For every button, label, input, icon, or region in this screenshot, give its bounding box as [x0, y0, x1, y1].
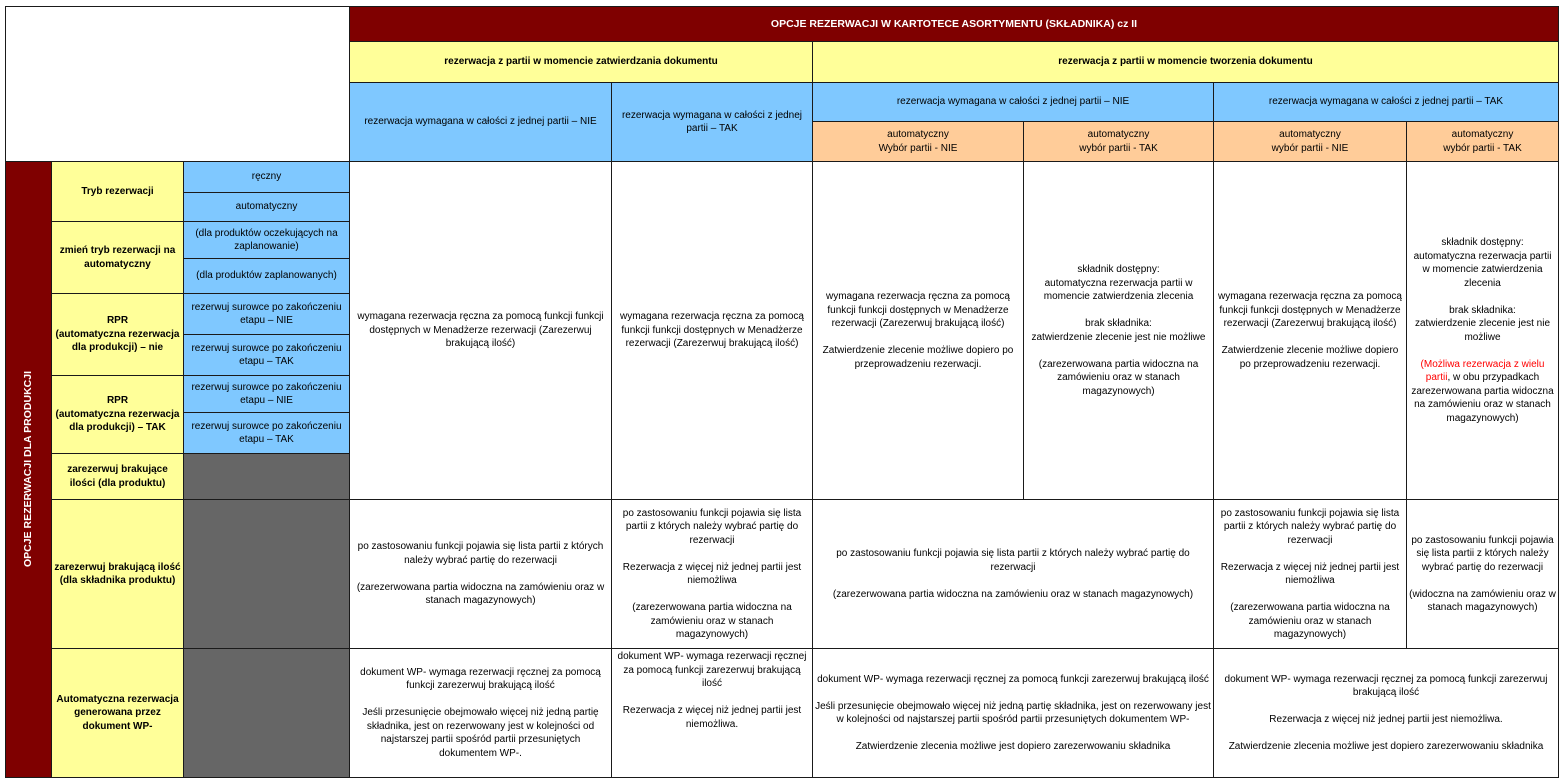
row-label-brak-skladnik: zarezerwuj brakującą ilość (dla składnika produktu) — [51, 499, 184, 649]
cell-r2-c34: po zastosowaniu funkcji pojawia się lista partii z których należy wybrać partię do rezerwacji (zarezerwowana partia widoczna na zamówieniu oraz w stanach magazynowych) — [812, 499, 1214, 649]
row-label-zmien: zmień tryb rezerwacji na automatyczny — [51, 221, 184, 294]
cell-r2-c2: po zastosowaniu funkcji pojawia się lista partii z których należy wybrać partię do rezerwacji Rezerwacja z więcej niż jednej partii jest niemożliwa (zarezerwowana partia widoczna na zamówieniu oraz w stanach magazynowych) — [611, 499, 813, 649]
cell-r1-c6: składnik dostępny: automatyczna rezerwacja partii w momencie zatwierdzenia zlecenia brak składnika: zatwierdzenie zlecenie jest nie możliwe (Możliwa rezerwacja z wielu partii, w obu przypadkach zarezerwowana partia widoczna na zamówieniu oraz w stanach magazynowych) — [1406, 161, 1559, 500]
cell-r1-c4: składnik dostępny: automatyczna rezerwacja partii w momencie zatwierdzenia zlecenia brak składnika: zatwierdzenie zlecenie jest nie możliwe (zarezerwowana partia widoczna na zamówieniu oraz w stanach magazynowych) — [1023, 161, 1214, 500]
option-surowce-nie-1: rezerwuj surowce po zakończeniu etapu – NIE — [183, 293, 350, 335]
col-header-auto-nie-1: automatyczny Wybór partii - NIE — [812, 121, 1024, 162]
cell-r2-c6: po zastosowaniu funkcji pojawia się lista partii z których należy wybrać partię do rezerwacji (widoczna na zamówieniu oraz w stanach magazynowych) — [1406, 499, 1559, 649]
cell-r1-c1: wymagana rezerwacja ręczna za pomocą funkcji funkcji dostępnych w Menadżerze rezerwacji (Zarezerwuj brakującą ilość) — [349, 161, 612, 500]
option-surowce-tak-1: rezerwuj surowce po zakończeniu etapu – TAK — [183, 334, 350, 376]
row-label-brak-produkt: zarezerwuj brakujące ilości (dla produktu) — [51, 453, 184, 500]
cell-r2-c1: po zastosowaniu funkcji pojawia się lista partii z których należy wybrać partię do rezerwacji (zarezerwowana partia widoczna na zamówieniu oraz w stanach magazynowych) — [349, 499, 612, 649]
option-surowce-nie-2: rezerwuj surowce po zakończeniu etapu – NIE — [183, 375, 350, 413]
cell-r3-c2: dokument WP- wymaga rezerwacji ręcznej za pomocą funkcji zarezerwuj brakującą ilość Rezerwacja z więcej niż jednej partii jest niemożliwa. — [611, 648, 813, 778]
cell-r2-c5: po zastosowaniu funkcji pojawia się lista partii z których należy wybrać partię do rezerwacji Rezerwacja z więcej niż jednej partii jest niemożliwa (zarezerwowana partia widoczna na zamówieniu oraz w stanach magazynowych) — [1213, 499, 1407, 649]
corner-blank — [5, 6, 350, 162]
option-oczekujace: (dla produktów oczekujących na zaplanowanie) — [183, 221, 350, 259]
option-reczny: ręczny — [183, 161, 350, 193]
cell-r1-c3: wymagana rezerwacja ręczna za pomocą funkcji funkcji dostępnych w Menadżerze rezerwacji (Zarezerwuj brakującą ilość) Zatwierdzenie zlecenie możliwe dopiero po przeprowadzeniu rezerwacji. — [812, 161, 1024, 500]
option-surowce-tak-2: rezerwuj surowce po zakończeniu etapu – TAK — [183, 412, 350, 454]
option-empty-3 — [183, 648, 350, 778]
highlight-text: (Możliwa rezerwacja z wielu partii — [1420, 358, 1545, 383]
cell-r3-c56: dokument WP- wymaga rezerwacji ręcznej za pomocą funkcji zarezerwuj brakującą ilość Rezerwacja z więcej niż jednej partii jest niemożliwa. Zatwierdzenie zlecenia możliwe jest dopiero zarezerwowaniu składnika — [1213, 648, 1559, 778]
cell-r1-c5: wymagana rezerwacja ręczna za pomocą funkcji funkcji dostępnych w Menadżerze rezerwacji (Zarezerwuj brakującą ilość) Zatwierdzenie zlecenie możliwe dopiero po przeprowadzeniu rezerwacji. — [1213, 161, 1407, 500]
row-label-tryb: Tryb rezerwacji — [51, 161, 184, 222]
row-label-rpr-nie: RPR (automatyczna rezerwacja dla produkcji) – nie — [51, 293, 184, 376]
group-header-approve: rezerwacja z partii w momencie zatwierdzania dokumentu — [349, 41, 813, 83]
option-empty-2 — [183, 499, 350, 649]
row-label-wp: Automatyczna rezerwacja generowana przez dokument WP- — [51, 648, 184, 778]
table-title: OPCJE REZERWACJI W KARTOTECE ASORTYMENTU (SKŁADNIKA) cz II — [349, 6, 1559, 42]
col-header-create-nie: rezerwacja wymagana w całości z jednej partii – NIE — [812, 82, 1214, 122]
col-header-approve-nie: rezerwacja wymagana w całości z jednej partii – NIE — [349, 82, 612, 162]
cell-r3-c1: dokument WP- wymaga rezerwacji ręcznej za pomocą funkcji zarezerwuj brakującą ilość Jeśli przesunięcie obejmowało więcej niż jedną partię składnika, jest on rezerwowany jest w kolejności od najstarszej partii spośród partii przesuniętych dokumentem WP-. — [349, 648, 612, 778]
col-header-approve-tak: rezerwacja wymagana w całości z jednej partii – TAK — [611, 82, 813, 162]
cell-r1-c2: wymagana rezerwacja ręczna za pomocą funkcji funkcji dostępnych w Menadżerze rezerwacji (Zarezerwuj brakującą ilość) — [611, 161, 813, 500]
group-header-create: rezerwacja z partii w momencie tworzenia dokumentu — [812, 41, 1559, 83]
col-header-auto-tak-2: automatyczny wybór partii - TAK — [1406, 121, 1559, 162]
option-empty-1 — [183, 453, 350, 500]
row-label-rpr-tak: RPR (automatyczna rezerwacja dla produkcji) – TAK — [51, 375, 184, 454]
cell-r3-c34: dokument WP- wymaga rezerwacji ręcznej za pomocą funkcji zarezerwuj brakującą ilość Jeśli przesunięcie obejmowało więcej niż jedną partię składnika, jest on rezerwowany jest w kolejności od najstarszej partii spośród partii przesuniętych dokumentem WP- Zatwierdzenie zlecenia możliwe jest dopiero zarezerwowaniu składnika — [812, 648, 1214, 778]
col-header-auto-nie-2: automatyczny wybór partii - NIE — [1213, 121, 1407, 162]
side-vertical-label: OPCJE REZERWACJI DLA PRODUKCJI — [5, 161, 52, 778]
col-header-create-tak: rezerwacja wymagana w całości z jednej partii – TAK — [1213, 82, 1559, 122]
option-automatyczny: automatyczny — [183, 192, 350, 222]
option-zaplanowane: (dla produktów zaplanowanych) — [183, 258, 350, 294]
col-header-auto-tak-1: automatyczny wybór partii - TAK — [1023, 121, 1214, 162]
